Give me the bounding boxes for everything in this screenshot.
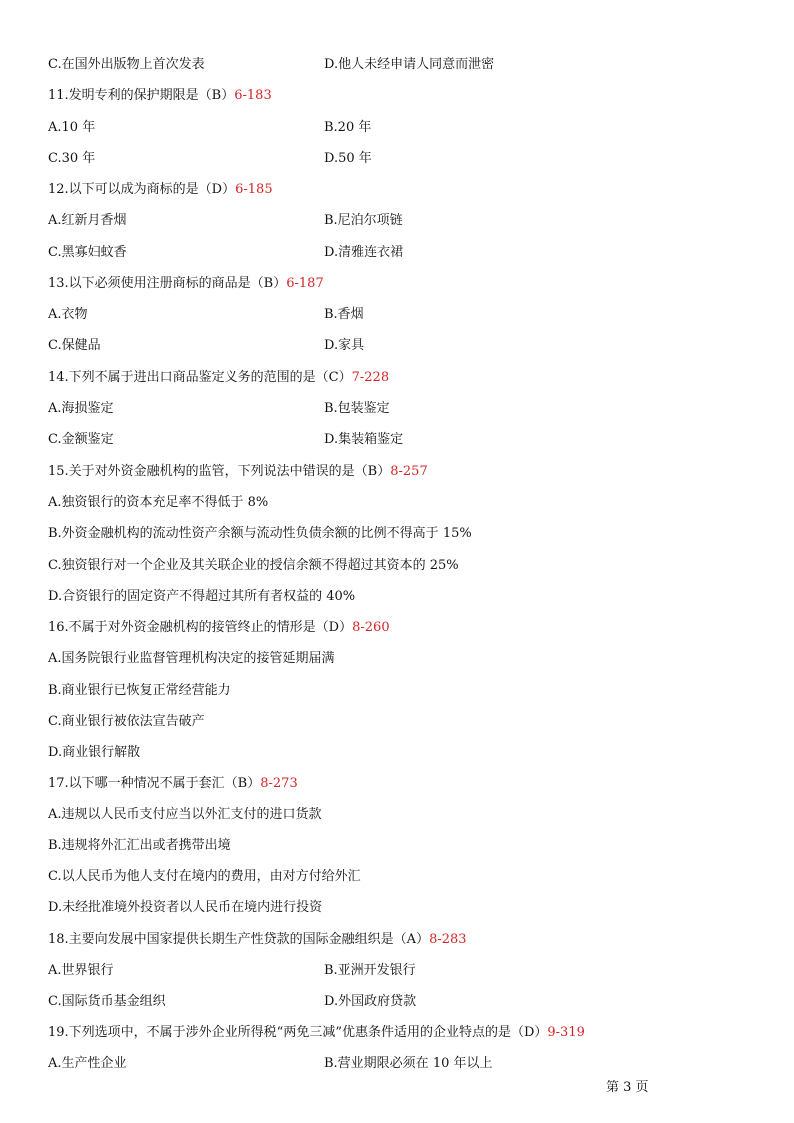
question-14 <box>48 370 389 386</box>
option-row <box>48 994 417 1010</box>
question-stem: 13.以下必须使用注册商标的商品是（B） <box>48 276 287 291</box>
question-12 <box>48 182 273 198</box>
option-b: B.违规将外汇汇出或者携带出境 <box>48 838 231 853</box>
page-reference: 6-185 <box>235 182 273 197</box>
question-stem: 17.以下哪一种情况不属于套汇（B） <box>48 776 261 791</box>
option-a: A.独资银行的资本充足率不得低于 8% <box>48 495 269 510</box>
option-a: A.生产性企业 <box>48 1056 127 1071</box>
option-a: A.国务院银行业监督管理机构决定的接管延期届满 <box>48 651 335 666</box>
option-row <box>48 432 404 448</box>
page-number: 第 3 页 <box>606 1080 649 1095</box>
option-d: D.商业银行解散 <box>48 745 141 760</box>
option-b: B.包装鉴定 <box>324 401 390 416</box>
option-b: B.20 年 <box>324 120 372 135</box>
question-17 <box>48 776 298 792</box>
option-b: B.商业银行已恢复正常经营能力 <box>48 683 231 698</box>
question-15 <box>48 464 428 480</box>
page-reference: 9-319 <box>547 1025 585 1040</box>
option-d: D.清雅连衣裙 <box>324 245 404 260</box>
option-c: C.30 年 <box>48 151 96 166</box>
option-c: C.独资银行对一个企业及其关联企业的授信余额不得超过其资本的 25% <box>48 558 459 573</box>
page-reference: 8-257 <box>390 464 428 479</box>
option-row <box>48 245 404 261</box>
option-d: D.家具 <box>324 338 365 353</box>
question-11 <box>48 88 272 104</box>
option-c: C.保健品 <box>48 338 101 353</box>
option-row <box>48 338 365 354</box>
option-row <box>48 213 403 229</box>
option-d: D.集装箱鉴定 <box>324 432 404 447</box>
option-row <box>48 57 495 73</box>
question-stem: 16.不属于对外资金融机构的接管终止的情形是（D） <box>48 620 353 635</box>
option-a: A.衣物 <box>48 307 88 322</box>
option-c: C.金额鉴定 <box>48 432 114 447</box>
option-b: B.营业期限必须在 10 年以上 <box>324 1056 493 1071</box>
page-reference: 8-273 <box>260 776 298 791</box>
page-reference: 6-187 <box>286 276 324 291</box>
option-c: C.国际货币基金组织 <box>48 994 166 1009</box>
option-row <box>48 963 416 979</box>
option-d: D.50 年 <box>324 151 372 166</box>
question-stem: 14.下列不属于进出口商品鉴定义务的范围的是（C） <box>48 370 352 385</box>
option-b: B.外资金融机构的流动性资产余额与流动性负债余额的比例不得高于 15% <box>48 526 472 541</box>
option-row <box>48 151 372 167</box>
option-a: A.10 年 <box>48 120 96 135</box>
option-row <box>48 401 390 417</box>
option-a: A.红新月香烟 <box>48 213 127 228</box>
option-a: A.世界银行 <box>48 963 114 978</box>
question-18 <box>48 932 467 948</box>
page-reference: 8-260 <box>352 620 390 635</box>
option-d: D.合资银行的固定资产不得超过其所有者权益的 40% <box>48 589 356 604</box>
question-stem: 18.主要向发展中国家提供长期生产性贷款的国际金融组织是（A） <box>48 932 430 947</box>
option-row <box>48 120 372 136</box>
option-c: C.商业银行被依法宣告破产 <box>48 714 205 729</box>
option-b: B.尼泊尔项链 <box>324 213 403 228</box>
option-c: C.黑寡妇蚊香 <box>48 245 127 260</box>
page-reference: 6-183 <box>234 88 272 103</box>
question-stem: 19.下列选项中，不属于涉外企业所得税“两免三减”优惠条件适用的企业特点的是（D） <box>48 1025 548 1040</box>
question-stem: 12.以下可以成为商标的是（D） <box>48 182 236 197</box>
option-d: D.未经批准境外投资者以人民币在境内进行投资 <box>48 900 323 915</box>
option-a: A.违规以人民币支付应当以外汇支付的进口货款 <box>48 807 322 822</box>
option-b: B.亚洲开发银行 <box>324 963 416 978</box>
question-16 <box>48 620 390 636</box>
question-stem: 11.发明专利的保护期限是（B） <box>48 88 235 103</box>
option-a: A.海损鉴定 <box>48 401 114 416</box>
question-13 <box>48 276 324 292</box>
option-row <box>48 307 364 323</box>
option-d: D.外国政府贷款 <box>324 994 417 1009</box>
question-19 <box>48 1025 585 1041</box>
option-c: C.在国外出版物上首次发表 <box>48 57 205 72</box>
page-reference: 7-228 <box>351 370 390 385</box>
option-row <box>48 1056 493 1072</box>
option-c: C.以人民币为他人支付在境内的费用，由对方付给外汇 <box>48 869 361 884</box>
question-stem: 15.关于对外资金融机构的监管，下列说法中错误的是（B） <box>48 464 391 479</box>
option-b: B.香烟 <box>324 307 364 322</box>
page-reference: 8-283 <box>429 932 467 947</box>
option-d: D.他人未经申请人同意而泄密 <box>324 57 495 72</box>
